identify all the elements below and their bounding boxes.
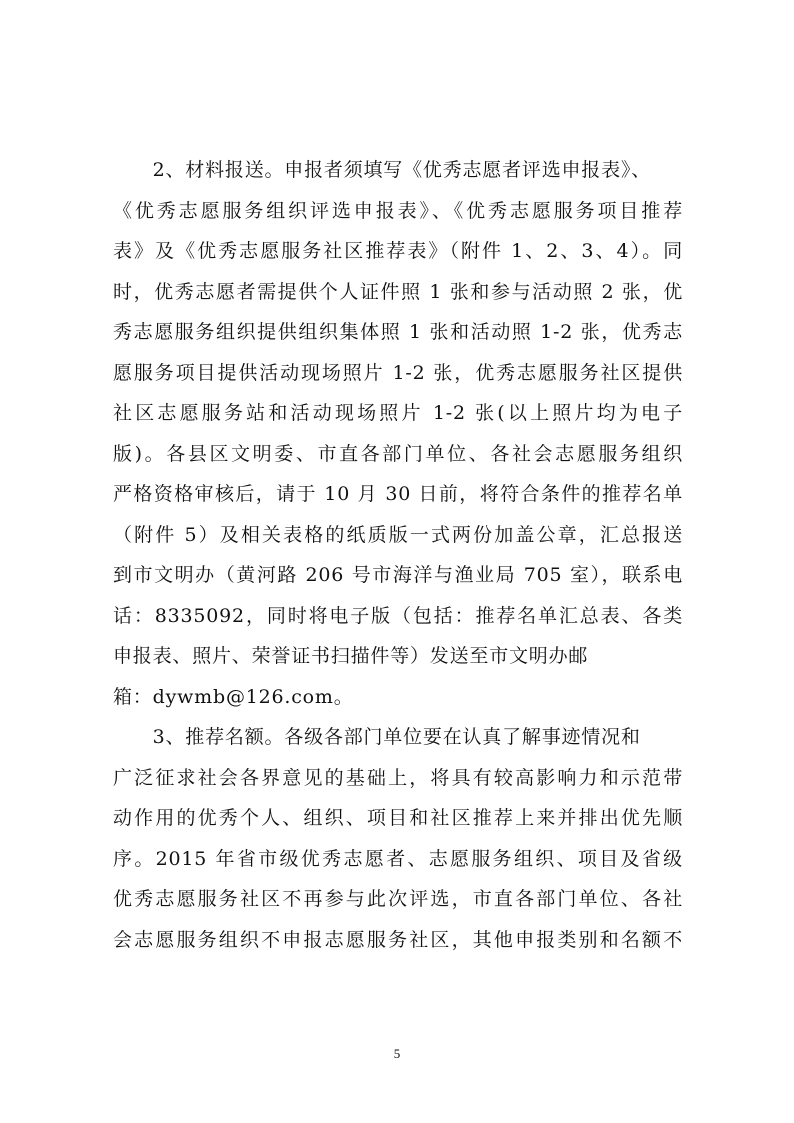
- body-text: [113, 150, 683, 960]
- paragraph-3-line-6: 会志愿服务组织不申报志愿服务社区，其他申报类别和名额不: [113, 928, 683, 951]
- paragraph-2-line-10: （附件 5）及相关表格的纸质版一式两份加盖公章，汇总报送: [113, 523, 683, 546]
- paragraph-2-line-2: 《优秀志愿服务组织评选申报表》、《优秀志愿服务项目推荐: [113, 199, 683, 222]
- paragraph-2-line-3: 表》及《优秀志愿服务社区推荐表》（附件 1、2、3、4）。同: [113, 240, 683, 262]
- paragraph-2-line-6: 愿服务项目提供活动现场照片 1-2 张，优秀志愿服务社区提供: [113, 361, 683, 384]
- paragraph-2-line-13: 申报表、照片、荣誉证书扫描件等）发送至市文明办邮: [113, 645, 589, 667]
- paragraph-2-line-8: 版)。各县区文明委、市直各部门单位、各社会志愿服务组织: [113, 442, 683, 465]
- paragraph-2-line-5: 秀志愿服务组织提供组织集体照 1 张和活动照 1-2 张，优秀志: [113, 321, 683, 343]
- paragraph-3-line-1: 3、推荐名额。各级各部门单位要在认真了解事迹情况和: [113, 726, 641, 748]
- paragraph-2-line-12: 话：8335092，同时将电子版（包括：推荐名单汇总表、各类: [113, 604, 683, 627]
- paragraph-2-line-4: 时，优秀志愿者需提供个人证件照 1 张和参与活动照 2 张，优: [113, 280, 683, 303]
- paragraph-2-line-1: 2、材料报送。申报者须填写《优秀志愿者评选申报表》、: [113, 159, 651, 181]
- paragraph-3-line-3: 动作用的优秀个人、组织、项目和社区推荐上来并排出优先顺: [113, 807, 683, 829]
- paragraph-3-line-5: 优秀志愿服务社区不再参与此次评选，市直各部门单位、各社: [113, 888, 683, 910]
- paragraph-2-line-14-email: 箱：dywmb@126.com。: [113, 685, 354, 708]
- paragraph-3-line-2: 广泛征求社会各界意见的基础上，将具有较高影响力和示范带: [113, 766, 683, 789]
- paragraph-2-line-7: 社区志愿服务站和活动现场照片 1-2 张(以上照片均为电子: [113, 402, 683, 424]
- paragraph-3-line-4: 序。2015 年省市级优秀志愿者、志愿服务组织、项目及省级: [113, 847, 683, 870]
- paragraph-2-line-11: 到市文明办（黄河路 206 号市海洋与渔业局 705 室），联系电: [113, 564, 683, 586]
- page-number: 5: [393, 1046, 401, 1061]
- paragraph-2-line-9: 严格资格审核后，请于 10 月 30 日前，将符合条件的推荐名单: [113, 483, 683, 505]
